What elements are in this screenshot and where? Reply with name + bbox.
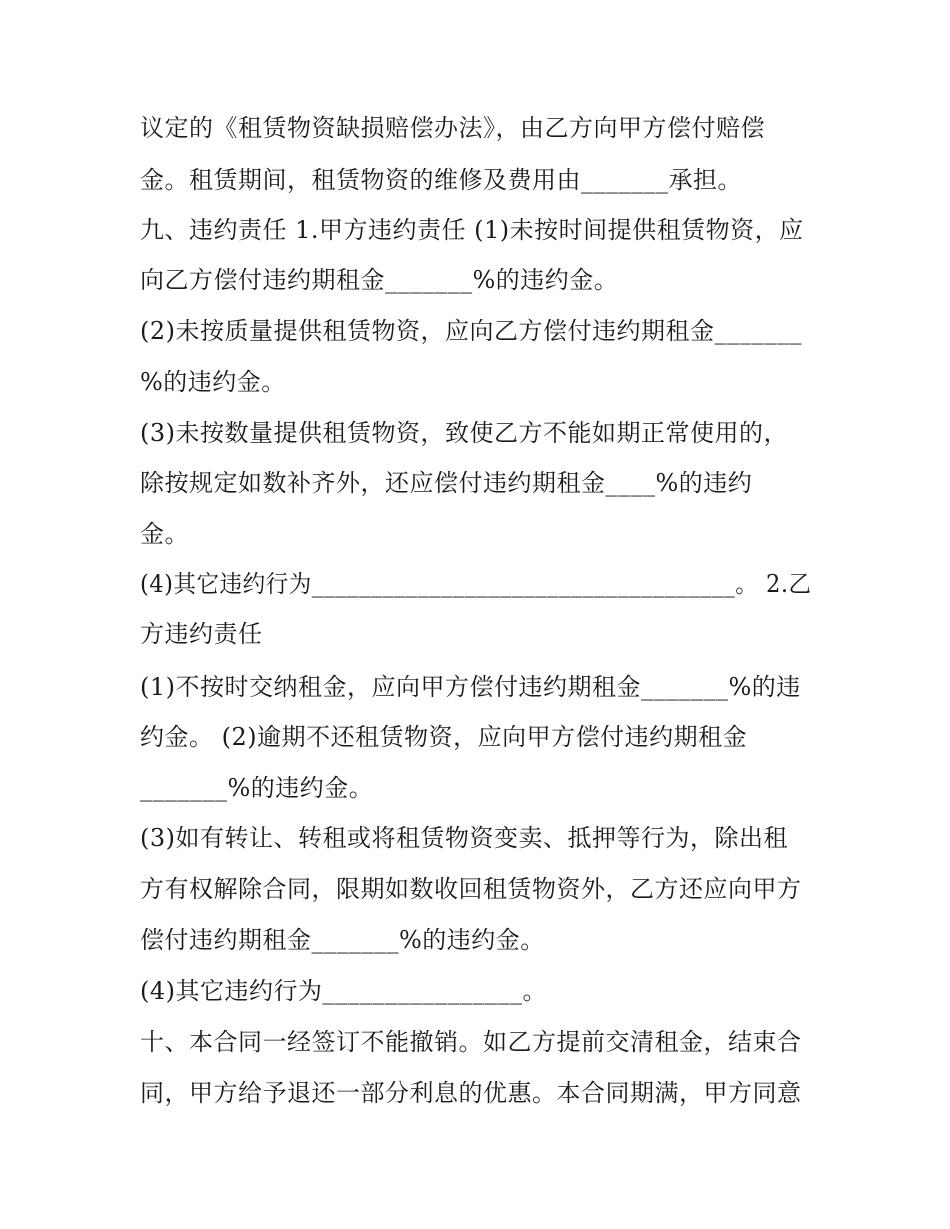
text-line-11: 方违约责任: [140, 620, 263, 648]
text-line-8: 除按规定如数补齐外，还应偿付违约期租金____%的违约: [140, 469, 753, 497]
text-line-1: 议定的《租赁物资缺损赔偿办法》，由乙方向甲方偿付赔偿: [140, 114, 765, 142]
text-line-14: _______%的违约金。: [140, 774, 374, 802]
text-line-2: 金。租赁期间，租赁物资的维修及费用由_______承担。: [140, 166, 742, 194]
text-line-16: 方有权解除合同，限期如数收回租赁物资外，乙方还应向甲方: [140, 875, 802, 903]
text-line-20: 同，甲方给予退还一部分利息的优惠。本合同期满，甲方同意: [140, 1079, 802, 1107]
text-line-13: 约金。 (2)逾期不还租赁物资，应向甲方偿付违约期租金: [140, 723, 748, 751]
text-line-5: (2)未按质量提供租赁物资，应向乙方偿付违约期租金_______: [140, 317, 802, 345]
text-line-10: (4)其它违约行为____________________________________。 2.乙: [140, 570, 812, 598]
text-line-9: 金。: [140, 520, 189, 548]
text-line-15: (3)如有转让、转租或将租赁物资变卖、抵押等行为，除出租: [140, 824, 788, 852]
text-line-18: (4)其它违约行为________________。: [140, 977, 547, 1005]
text-line-12: (1)不按时交纳租金，应向甲方偿付违约期租金_______%的违: [140, 673, 801, 701]
text-line-19: 十、本合同一经签订不能撤销。如乙方提前交清租金，结束合: [140, 1028, 802, 1056]
text-line-3: 九、违约责任 1.甲方违约责任 (1)未按时间提供租赁物资，应: [140, 216, 804, 244]
text-line-17: 偿付违约期租金_______%的违约金。: [140, 926, 545, 954]
text-line-4: 向乙方偿付违约期租金_______%的违约金。: [140, 266, 619, 294]
text-line-6: %的违约金。: [140, 368, 286, 396]
text-line-7: (3)未按数量提供租赁物资，致使乙方不能如期正常使用的，: [140, 419, 788, 447]
